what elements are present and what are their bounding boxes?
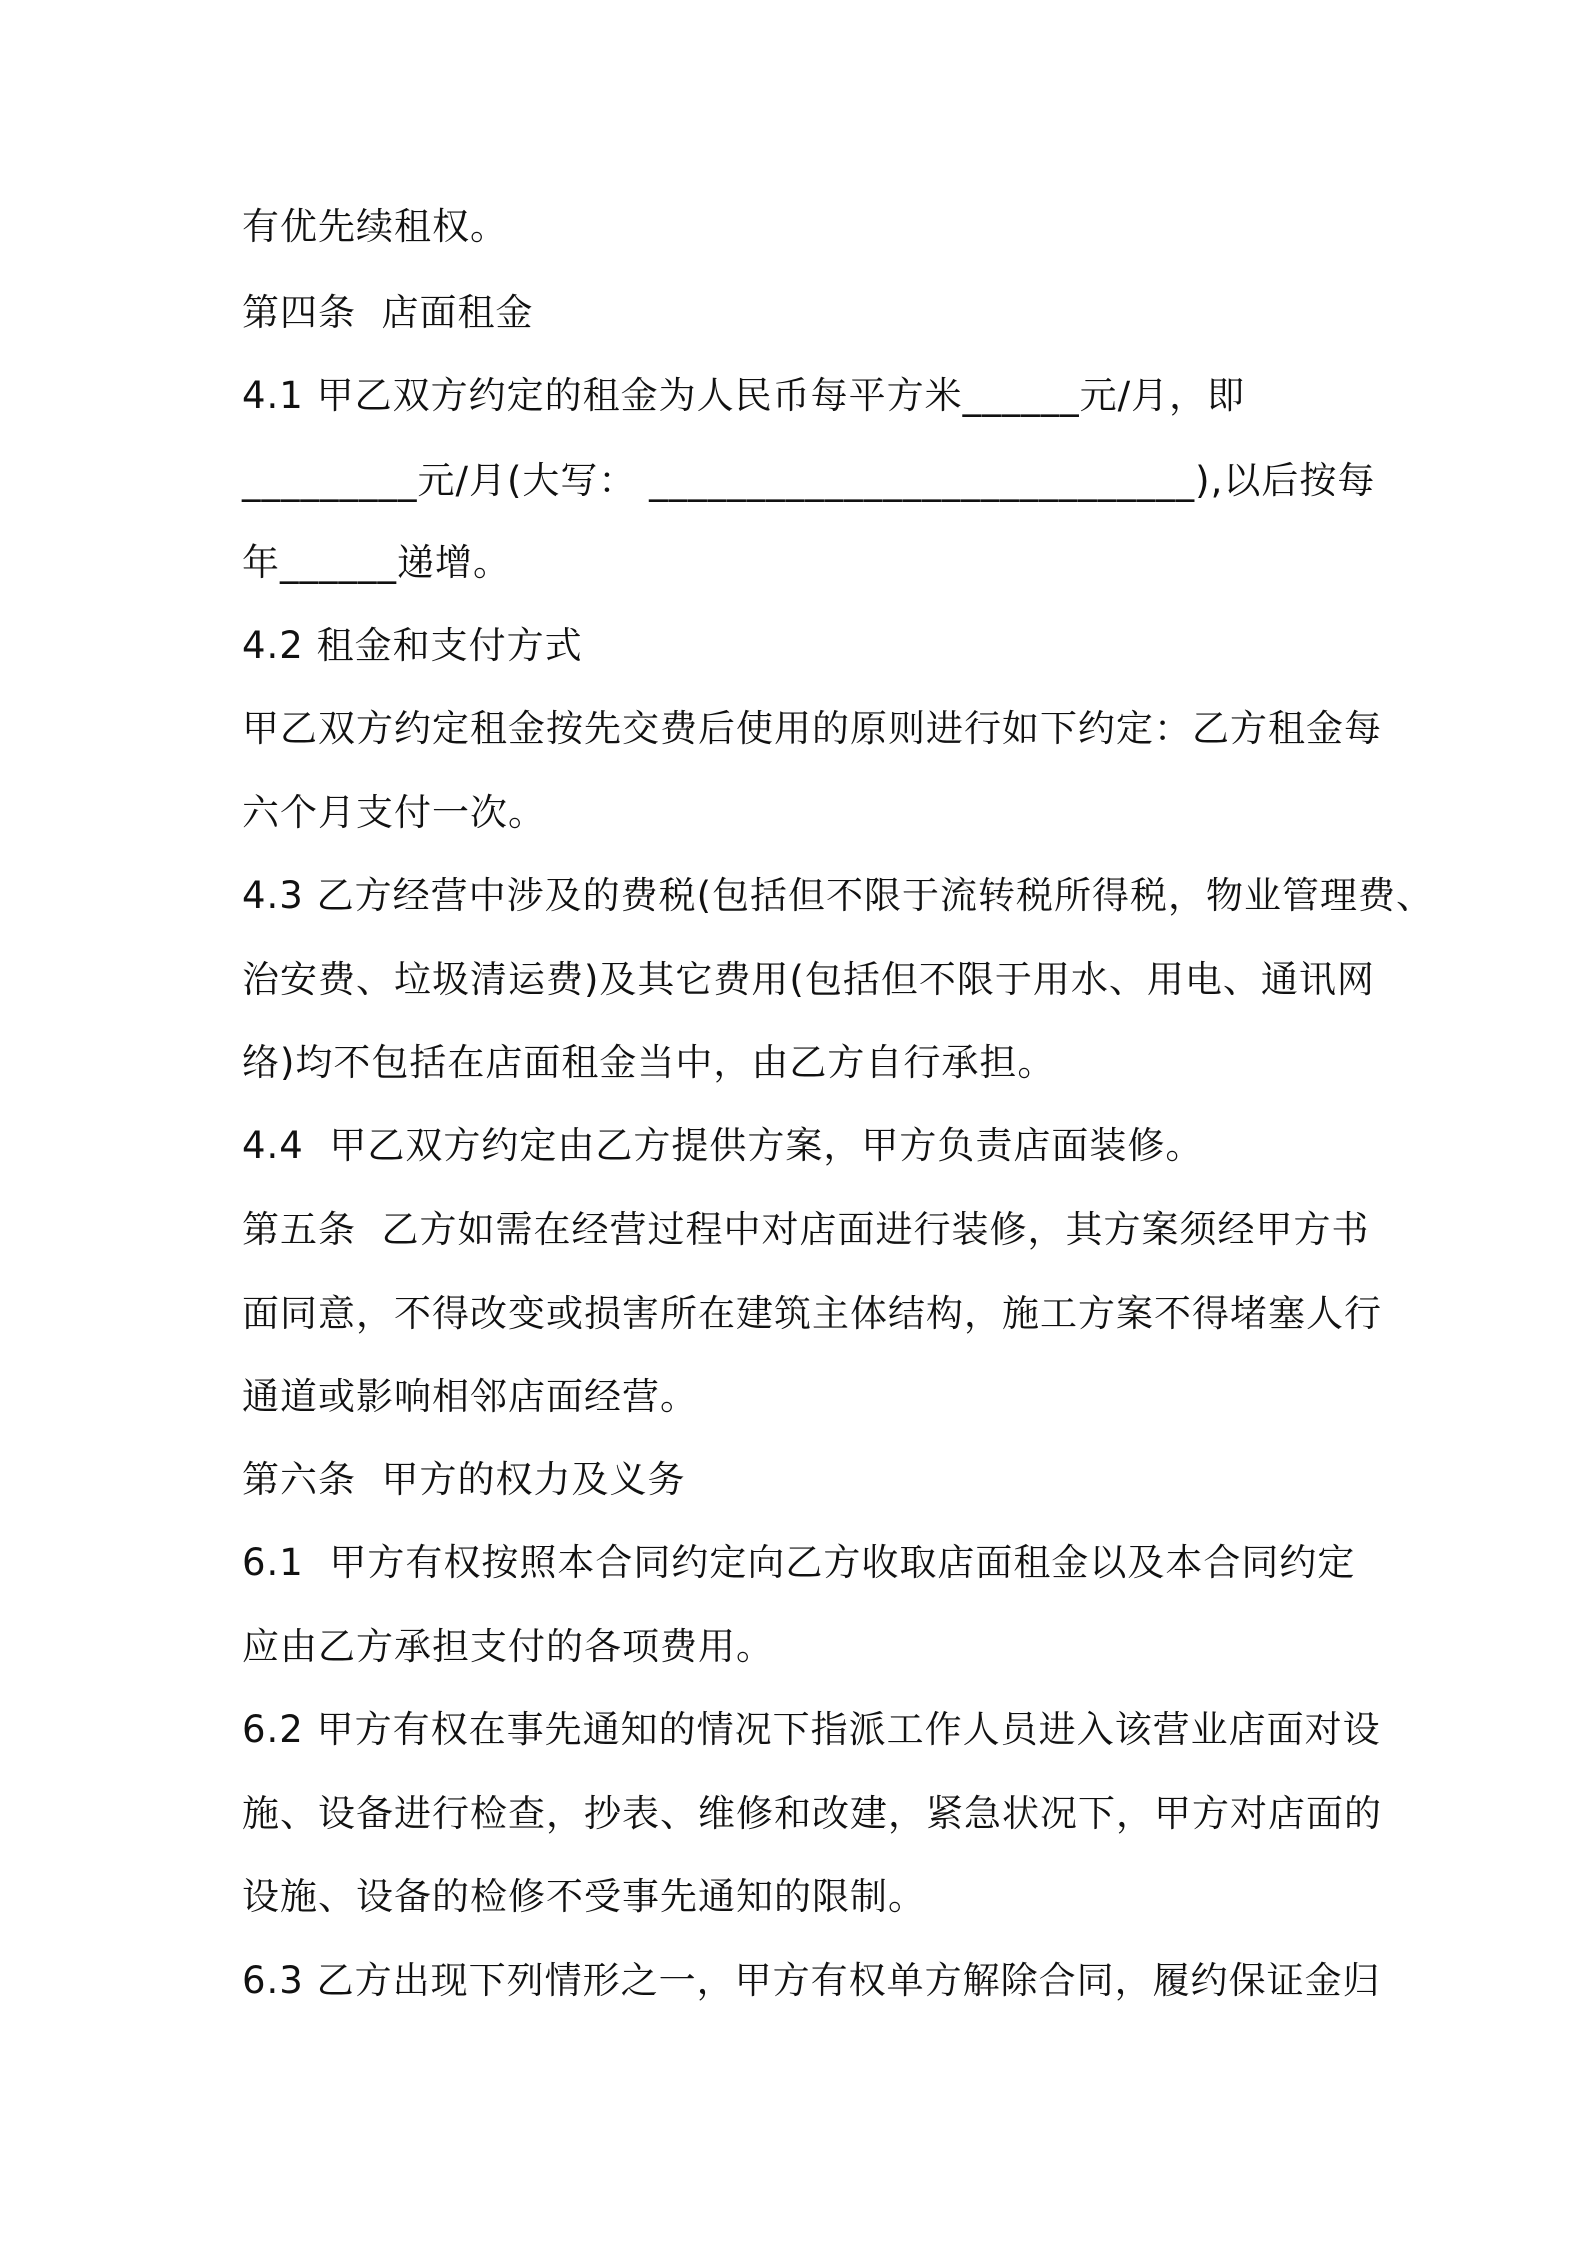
text-line: 设施、设备的检修不受事先通知的限制。	[242, 1875, 926, 1918]
text-line: 年______递增。	[242, 541, 511, 584]
text-line: _________元/月(大写： ____________________________),以后按每	[242, 459, 1376, 502]
text-line: 络)均不包括在店面租金当中，由乙方自行承担。	[242, 1041, 1056, 1084]
text-line: 施、设备进行检查，抄表、维修和改建，紧急状况下，甲方对店面的	[242, 1792, 1382, 1835]
text-line: 第五条 乙方如需在经营过程中对店面进行装修，其方案须经甲方书	[242, 1208, 1370, 1251]
text-line: 6.3 乙方出现下列情形之一，甲方有权单方解除合同，履约保证金归	[242, 1959, 1381, 2002]
text-line: 6.2 甲方有权在事先通知的情况下指派工作人员进入该营业店面对设	[242, 1708, 1381, 1751]
text-line: 4.4 甲乙双方约定由乙方提供方案，甲方负责店面装修。	[242, 1124, 1204, 1167]
text-line: 有优先续租权。	[242, 205, 508, 248]
text-line: 治安费、垃圾清运费)及其它费用(包括但不限于用水、用电、通讯网	[242, 958, 1375, 1001]
text-line: 通道或影响相邻店面经营。	[242, 1375, 698, 1418]
article-heading: 第四条 店面租金	[242, 291, 534, 334]
text-line: 4.1 甲乙双方约定的租金为人民币每平方米______元/月，即	[242, 374, 1246, 417]
text-line: 六个月支付一次。	[242, 791, 546, 834]
text-line: 甲乙双方约定租金按先交费后使用的原则进行如下约定：乙方租金每	[242, 707, 1382, 750]
text-line: 4.3 乙方经营中涉及的费税(包括但不限于流转税所得税，物业管理费、	[242, 874, 1435, 917]
text-line: 6.1 甲方有权按照本合同约定向乙方收取店面租金以及本合同约定	[242, 1541, 1356, 1584]
text-line: 面同意，不得改变或损害所在建筑主体结构，施工方案不得堵塞人行	[242, 1292, 1382, 1335]
clause-heading: 4.2 租金和支付方式	[242, 624, 583, 667]
text-line: 应由乙方承担支付的各项费用。	[242, 1625, 774, 1668]
article-heading: 第六条 甲方的权力及义务	[242, 1458, 686, 1501]
